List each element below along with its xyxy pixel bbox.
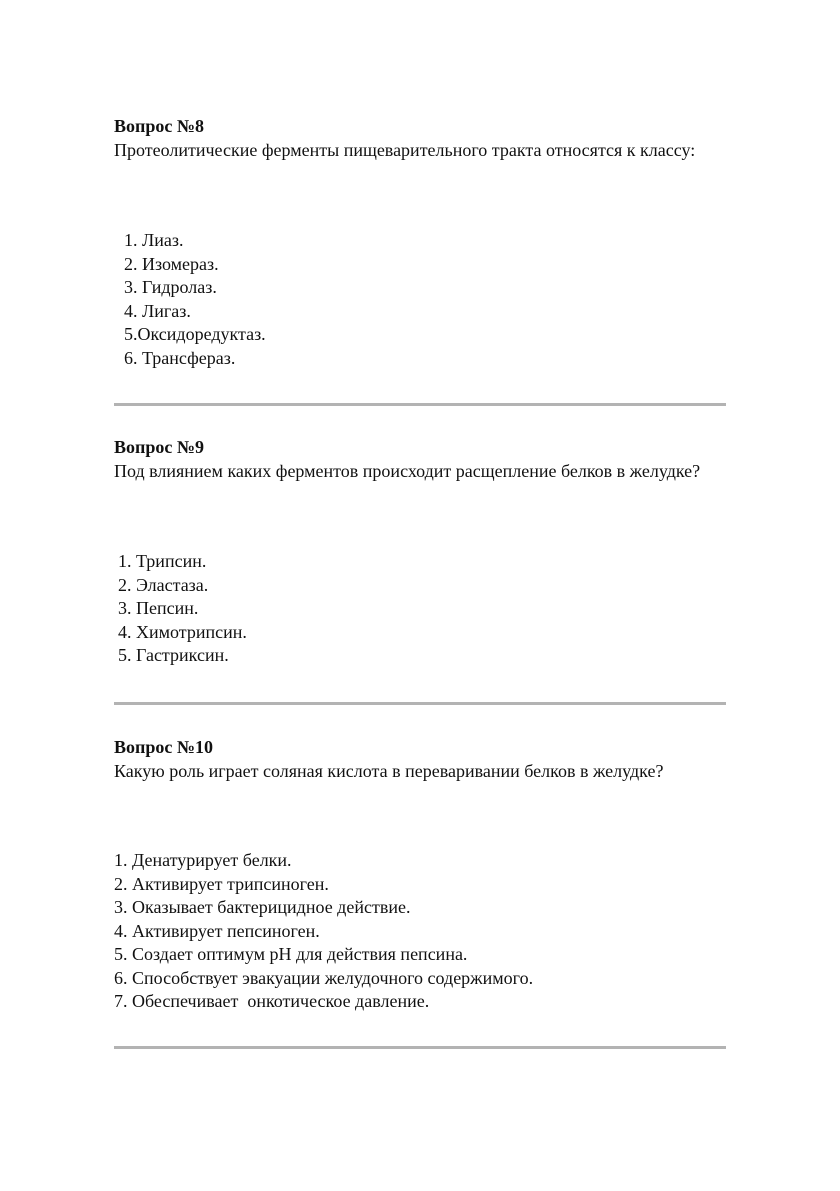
answer-item: 1. Денатурирует белки. [114,850,292,870]
question-text: Какую роль играет соляная кислота в переваривании белков в желудке? [114,761,664,781]
answer-item: 3. Гидролаз. [124,277,217,297]
answer-item: 1. Лиаз. [124,230,184,250]
answer-item: 5. Создает оптимум pH для действия пепсина. [114,944,468,964]
answer-list [118,550,247,668]
answer-item: 5.Оксидоредуктаз. [124,324,266,344]
answer-item: 1. Трипсин. [118,551,207,571]
question-title: Вопрос №8 [114,116,204,136]
answer-item: 4. Лигаз. [124,300,191,321]
answer-item: 2. Эластаза. [118,574,209,595]
question-text: Под влиянием каких ферментов происходит расщепление белков в желудке? [114,461,701,481]
answer-item: 2. Изомераз. [124,253,219,274]
question-text: Протеолитические ферменты пищеварительного тракта относятся к классу: [114,140,696,160]
answer-list [124,229,266,370]
question-title: Вопрос №9 [114,437,204,457]
answer-item: 4. Химотрипсин. [118,621,247,642]
answer-item: 6. Трансфераз. [124,347,236,368]
question-9 [114,435,726,483]
answer-item: 6. Способствует эвакуации желудочного содержимого. [114,967,534,988]
question-10 [114,735,726,783]
question-8 [114,114,726,162]
section-divider [114,403,726,406]
answer-item: 2. Активирует трипсиноген. [114,873,329,894]
answer-list [114,849,533,1014]
question-title: Вопрос №10 [114,737,213,757]
answer-item: 3. Оказывает бактерицидное действие. [114,897,411,917]
answer-item: 4. Активирует пепсиноген. [114,920,320,941]
answer-item: 3. Пепсин. [118,598,199,618]
answer-item: 5. Гастриксин. [118,645,229,665]
section-divider [114,1046,726,1049]
section-divider [114,702,726,705]
answer-item: 7. Обеспечивает онкотическое давление. [114,991,430,1011]
